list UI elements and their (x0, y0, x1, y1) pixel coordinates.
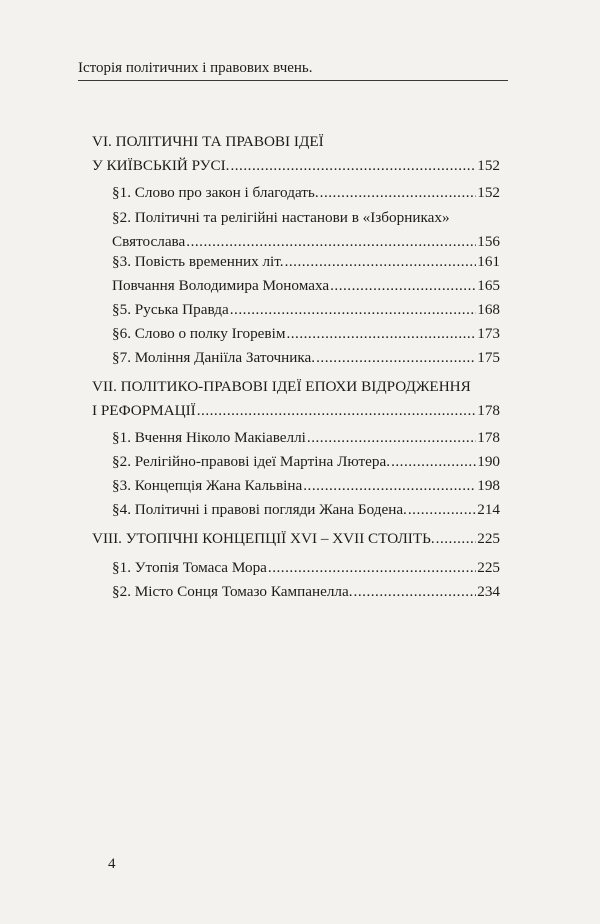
toc-entry-title: §7. Моління Даніїла Заточника. (112, 349, 316, 366)
toc-entry-page: 161 (477, 253, 500, 270)
dot-leader (307, 426, 476, 450)
dot-leader (286, 322, 476, 346)
toc-entry-section[interactable] (112, 346, 500, 370)
dot-leader (330, 274, 476, 298)
toc-entry-title-line2: Святослава (112, 233, 186, 250)
running-header-title: Історія політичних і правових вчень. (78, 60, 313, 76)
toc-entry-section[interactable] (112, 322, 500, 346)
toc-entry-title: §4. Політичні і правові погляди Жана Бодена. (112, 501, 407, 518)
toc-entry-section[interactable] (112, 474, 500, 498)
toc-entry-title: §5. Руська Правда (112, 301, 229, 318)
toc-entry-section[interactable] (112, 426, 500, 450)
toc-entry-page: 178 (477, 402, 500, 419)
dot-leader (354, 580, 477, 604)
toc-entry-title: §3. Концепція Жана Кальвіна (112, 477, 303, 494)
toc-entry-section[interactable] (112, 298, 500, 322)
toc-entry-page: 198 (477, 477, 500, 494)
page-number: 4 (108, 856, 116, 872)
dot-leader (230, 154, 476, 178)
toc-entry-page: 234 (477, 583, 500, 600)
toc-entry-title: VIII. УТОПІЧНІ КОНЦЕПЦІЇ XVI – XVII СТОЛІТЬ. (92, 530, 435, 547)
toc-entry-page: 225 (477, 530, 500, 547)
toc-entry-page: 178 (477, 429, 500, 446)
toc-entry-title: §2. Релігійно-правові ідеї Мартіна Лютера. (112, 453, 391, 470)
toc-entry-section[interactable] (112, 181, 500, 205)
toc-entry-title: §6. Слово о полку Ігоревім (112, 325, 286, 342)
toc-entry-section[interactable] (112, 580, 500, 604)
toc-entry-page: 175 (477, 349, 500, 366)
toc-entry-title: Повчання Володимира Мономаха (112, 277, 330, 294)
toc-entry-page: 156 (477, 233, 500, 250)
running-header (78, 60, 508, 81)
toc-entry-title-line1: VI. ПОЛІТИЧНІ ТА ПРАВОВІ ІДЕЇ (92, 133, 324, 150)
toc-entry-section[interactable] (112, 556, 500, 580)
toc-entry-title: §3. Повість временних літ. (112, 253, 284, 270)
toc-entry-title-line2: У КИЇВСЬКІЙ РУСІ. (92, 157, 230, 174)
dot-leader (197, 399, 476, 423)
toc-entry-section[interactable] (112, 498, 500, 522)
toc-entry-page: 225 (477, 559, 500, 576)
toc-entry-title-line1: §2. Політичні та релігійні настанови в «Ізборниках» (112, 209, 450, 226)
toc-entry-title: §1. Вчення Ніколо Макіавеллі (112, 429, 306, 446)
toc-entry-section[interactable] (112, 450, 500, 474)
toc-entry-page: 165 (477, 277, 500, 294)
toc-entry-page: 214 (477, 501, 500, 518)
dot-leader (285, 250, 477, 274)
dot-leader (408, 498, 476, 522)
toc-entry-title-line2: І РЕФОРМАЦІЇ (92, 402, 196, 419)
toc-entry-title: §1. Слово про закон і благодать. (112, 184, 319, 201)
dot-leader (303, 474, 476, 498)
toc-entry-section[interactable] (112, 206, 500, 254)
toc-entry-section[interactable] (112, 274, 500, 298)
toc-entry-page: 152 (477, 184, 500, 201)
toc-entry-chapter-8[interactable] (92, 527, 500, 551)
toc-entry-section[interactable] (112, 250, 500, 274)
dot-leader (316, 346, 476, 370)
dot-leader (320, 181, 477, 205)
toc-entry-page: 173 (477, 325, 500, 342)
dot-leader (391, 450, 476, 474)
toc-entry-chapter-6[interactable] (92, 130, 500, 178)
dot-leader (230, 298, 476, 322)
toc-entry-title: §2. Місто Сонця Томазо Кампанелла. (112, 583, 353, 600)
dot-leader (436, 527, 477, 551)
toc-entry-title-line1: VII. ПОЛІТИКО-ПРАВОВІ ІДЕЇ ЕПОХИ ВІДРОДЖЕННЯ (92, 378, 471, 395)
toc-entry-page: 168 (477, 301, 500, 318)
toc-entry-page: 190 (477, 453, 500, 470)
toc-entry-chapter-7[interactable] (92, 375, 500, 423)
toc-entry-page: 152 (477, 157, 500, 174)
dot-leader (268, 556, 476, 580)
toc-entry-title: §1. Утопія Томаса Мора (112, 559, 267, 576)
